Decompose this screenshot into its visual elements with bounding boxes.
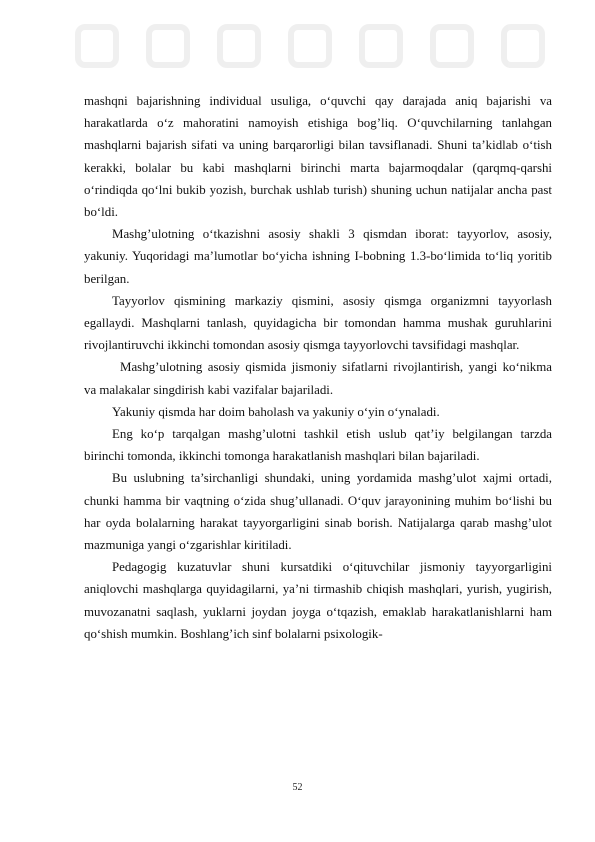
watermark-glyph	[501, 24, 545, 68]
paragraph-organization-method: Eng ko‘p tarqalgan mashg’ulotni tashkil etish uslub qat’iy belgilangan tarzda birinchi tomonda, ikkinchi tomonga harakatlanish mashqlari bilan bajariladi.	[84, 427, 552, 464]
document-body	[84, 90, 552, 645]
watermark-glyph	[430, 24, 474, 68]
paragraph-preparatory-part: Tayyorlov qismining markaziy qismini, asosiy qismga organizmni tayyorlash egallaydi. Mashqlarni tanlash, quyidagicha bir tomondan hamma mushak guruhlarini rivojlantiruvchi ikkinchi tomondan asosiy qismga tayyorlovchi tavsifidagi mashqlar.	[84, 293, 552, 353]
paragraph-training-structure: Mashg’ulotning o‘tkazishni asosiy shakli 3 qismdan iborat: tayyorlov, asosiy, yakuniy. Yuqoridagi ma’lumotlar bo‘yicha ishning I-bobning 1.3-bo‘limida to‘liq yoritib berilgan.	[84, 227, 552, 286]
watermark	[75, 22, 545, 70]
watermark-glyph	[288, 24, 332, 68]
watermark-glyph	[359, 24, 403, 68]
watermark-glyph	[75, 24, 119, 68]
paragraph-continuation: mashqni bajarishning individual usuliga, o‘quvchi qay darajada aniq bajarishi va harakatlarda o‘z mahoratini namoyish etishiga bog’liq. O‘quvchilarning tanlahgan mashqlarni bajarish sifati va uning barqarorligi bilan tavsiflanadi. Shuni ta’kidlab o‘tish kerakki, bolalar bu kabi mashqlarni birinchi marta bajarmoqdalar (qarqmq-qarshi o‘rindiqda qo‘lni bukib yozish, burchak ushlab turish) shuning uchun natijalar ancha past bo‘ldi.	[84, 94, 552, 220]
watermark-glyph	[217, 24, 261, 68]
paragraph-pedagogical-observations: Pedagogig kuzatuvlar shuni kursatdiki o‘qituvchilar jismoniy tayyorgarligini aniqlovchi mashqlarga quyidagilarni, ya’ni tirmashib chiqish mashqlari, yurish, yugirish, muvozanatni saqlash, yuklarni joydan joyga o‘tqazish, emaklab harakatlanishlarni ham qo‘shish mumkin. Boshlang’ich sinf bolalarni psixologik-	[84, 560, 552, 641]
paragraph-final-part: Yakuniy qismda har doim baholash va yakuniy o‘yin o‘ynaladi.	[112, 404, 440, 419]
page-number: 52	[292, 782, 303, 793]
paragraph-main-part: Mashg’ulotning asosiy qismida jismoniy sifatlarni rivojlantirish, yangi ko‘nikma va malakalar singdirish kabi vazifalar bajariladi.	[84, 360, 552, 397]
watermark-glyph	[146, 24, 190, 68]
paragraph-method-effectiveness: Bu uslubning ta’sirchanligi shundaki, uning yordamida mashg’ulot xajmi ortadi, chunki hamma bir vaqtning o‘zida shug’ullanadi. O‘quv jarayonining muhim bo‘lishi bu har oyda bolalarning harakat tayyorgarligini sinab borish. Natijalarga qarab mashg’ulot mazmuniga yangi o‘zgarishlar kiritiladi.	[84, 471, 552, 553]
